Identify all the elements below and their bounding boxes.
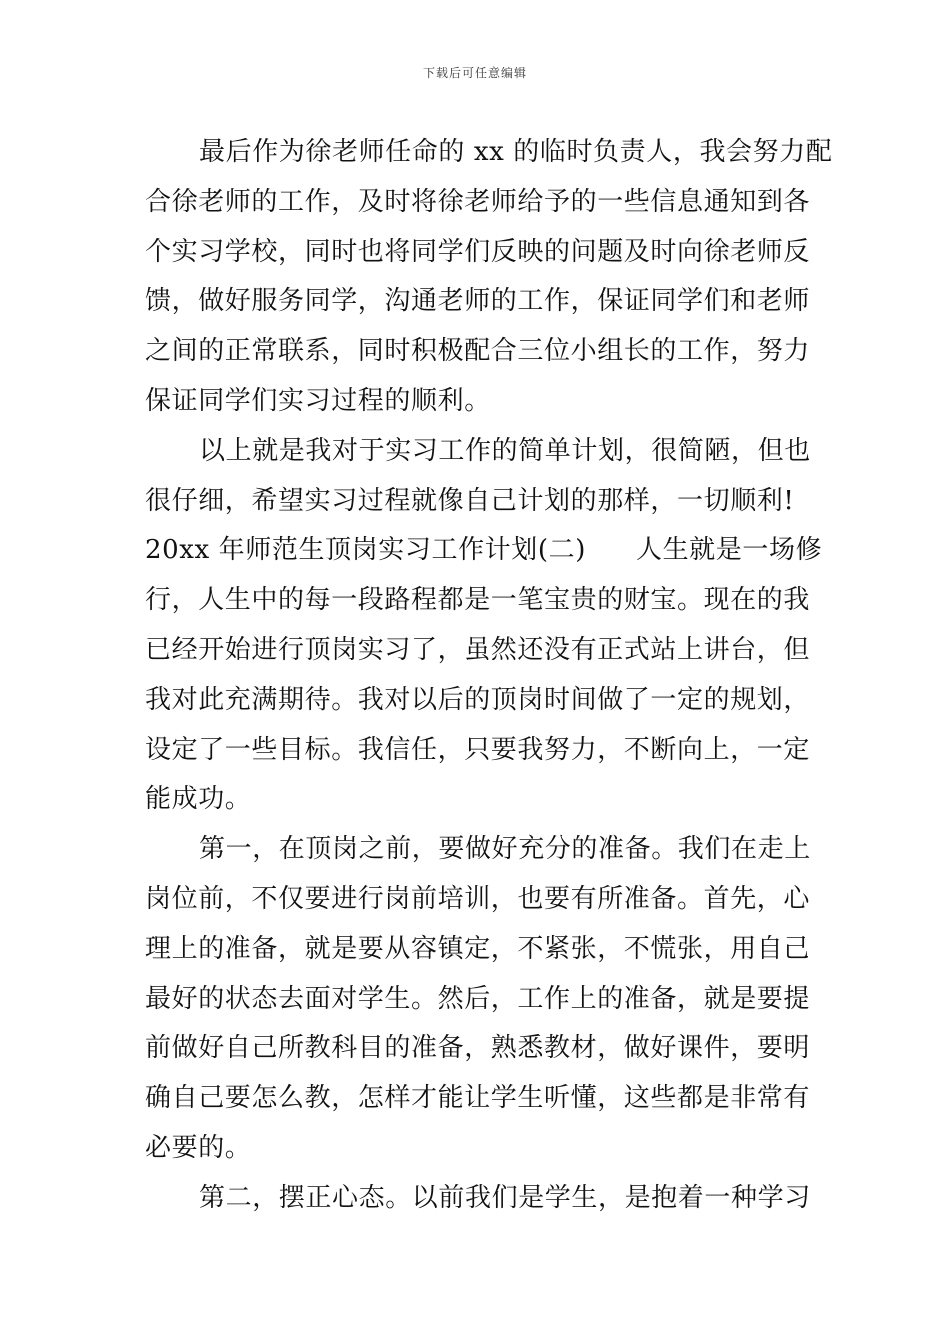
section-heading: 20xx 年师范生顶岗实习工作计划(二) bbox=[145, 535, 586, 566]
paragraph-line: 个实习学校，同时也将同学们反映的问题及时向徐老师反 bbox=[145, 236, 811, 267]
paragraph-line: 前做好自己所教科目的准备，熟悉教材，做好课件，要明 bbox=[145, 1033, 811, 1064]
document-body bbox=[145, 128, 833, 1224]
paragraph-line: 能成功。 bbox=[145, 784, 252, 815]
paragraph-line: 以上就是我对于实习工作的简单计划，很简陋，但也 bbox=[199, 435, 811, 466]
paragraph-line: 第一，在顶岗之前，要做好充分的准备。我们在走上 bbox=[199, 834, 811, 865]
section-heading-line bbox=[145, 526, 823, 576]
paragraph-line: 设定了一些目标。我信任，只要我努力，不断向上，一定 bbox=[145, 734, 811, 765]
paragraph-line: 已经开始进行顶岗实习了，虽然还没有正式站上讲台，但 bbox=[145, 634, 811, 665]
paragraph-line: 理上的准备，就是要从容镇定，不紧张，不慌张，用自己 bbox=[145, 933, 811, 964]
paragraph-line: 我对此充满期待。我对以后的顶岗时间做了一定的规划， bbox=[145, 684, 811, 715]
paragraph-line: 第二，摆正心态。以前我们是学生，是抱着一种学习 bbox=[199, 1182, 811, 1213]
paragraph-line: 馈，做好服务同学，沟通老师的工作，保证同学们和老师 bbox=[145, 286, 811, 317]
paragraph-line: 很仔细，希望实习过程就像自己计划的那样，一切顺利! bbox=[145, 485, 795, 516]
paragraph-start: 人生就是一场修 bbox=[635, 535, 823, 566]
paragraph-line: 最后作为徐老师任命的 xx 的临时负责人，我会努力配 bbox=[199, 137, 833, 167]
paragraph-line: 之间的正常联系，同时积极配合三位小组长的工作，努力 bbox=[145, 336, 811, 367]
paragraph-line: 行，人生中的每一段路程都是一笔宝贵的财宝。现在的我 bbox=[145, 585, 811, 616]
paragraph-line: 必要的。 bbox=[145, 1132, 252, 1163]
paragraph-line: 保证同学们实习过程的顺利。 bbox=[145, 385, 491, 416]
paragraph-line: 确自己要怎么教，怎样才能让学生听懂，这些都是非常有 bbox=[145, 1083, 811, 1114]
page-header: 下载后可任意编辑 bbox=[422, 66, 527, 80]
paragraph-line: 岗位前，不仅要进行岗前培训，也要有所准备。首先，心 bbox=[145, 883, 811, 914]
paragraph-line: 合徐老师的工作，及时将徐老师给予的一些信息通知到各 bbox=[145, 186, 811, 217]
paragraph-line: 最好的状态去面对学生。然后，工作上的准备，就是要提 bbox=[145, 983, 811, 1014]
